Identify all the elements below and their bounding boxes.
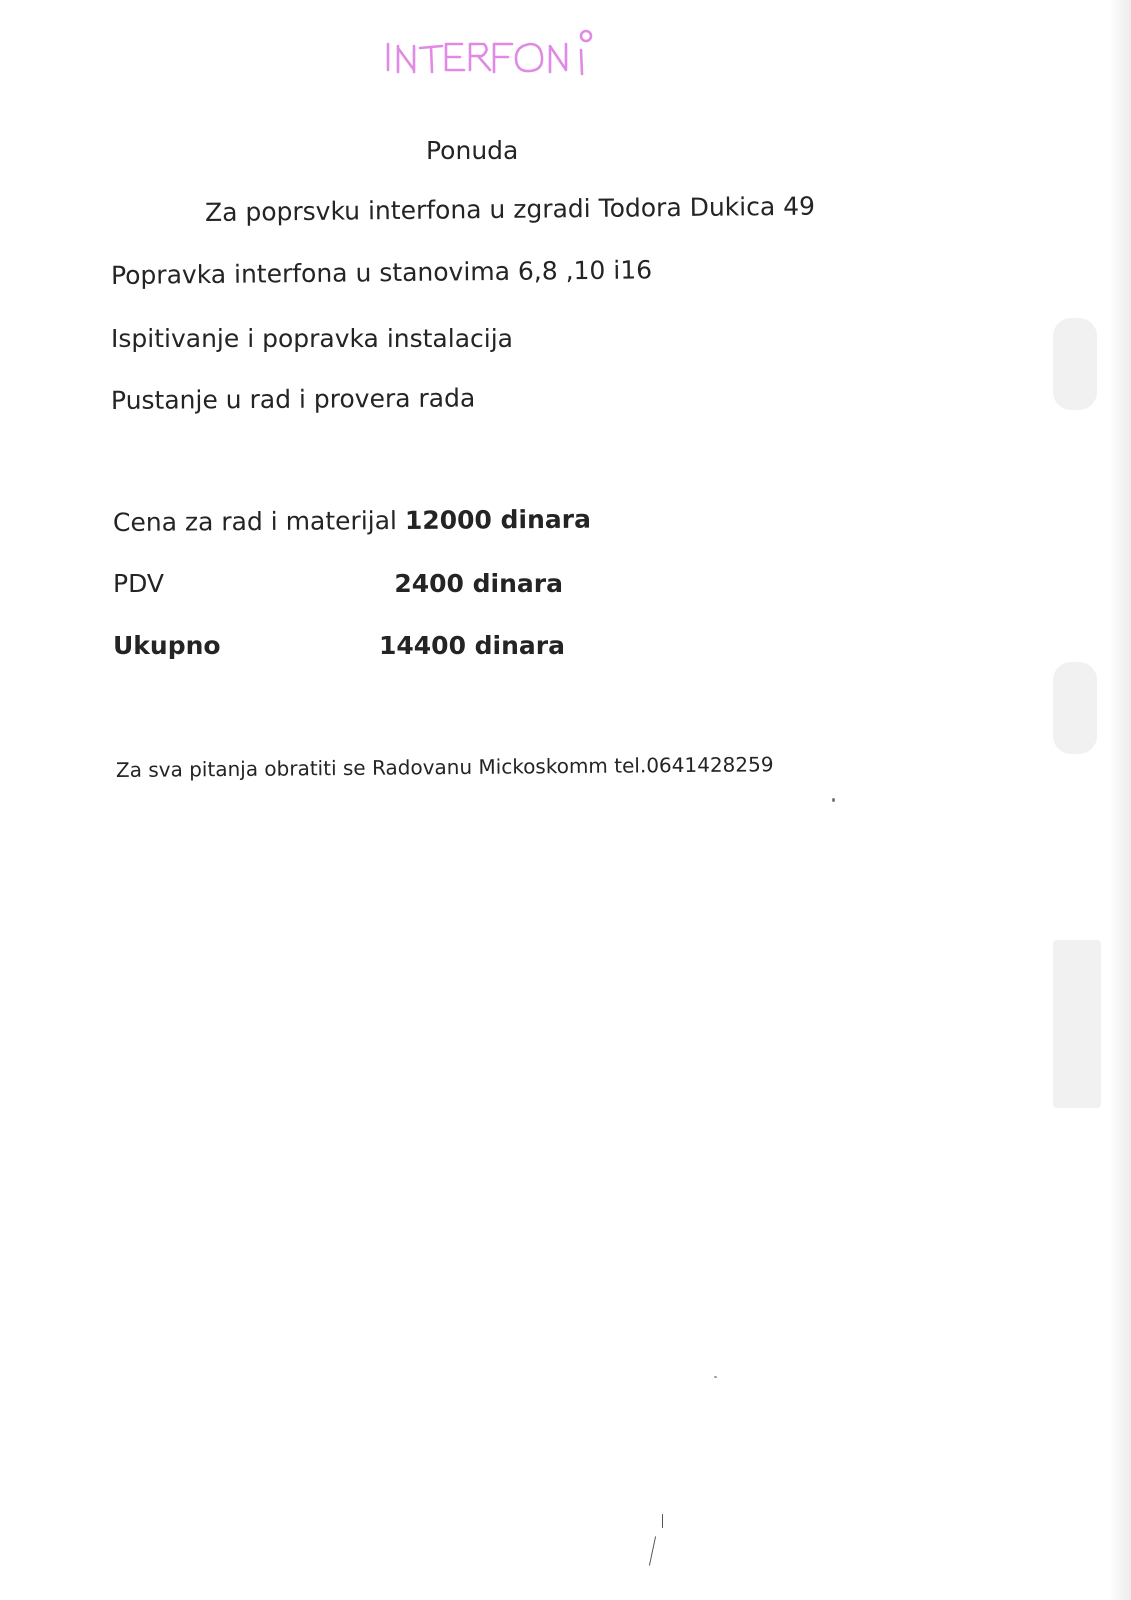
handwriting-drawing — [382, 26, 612, 82]
scan-speck — [832, 798, 835, 802]
work-item: Ispitivanje i popravka instalacija — [111, 324, 513, 353]
scan-ghost-mark — [1053, 318, 1097, 410]
work-label: Cena za rad i materijal — [112, 506, 398, 537]
scan-speck — [714, 1376, 717, 1378]
price-row-work-text — [113, 504, 591, 539]
total-value: 14400 dinara — [378, 631, 565, 660]
price-row-total — [113, 630, 583, 662]
work-item: Popravka interfona u stanovima 6,8 ,10 i16 — [110, 255, 653, 290]
handwritten-note-interfoni — [382, 26, 612, 82]
total-label: Ukupno — [113, 631, 221, 660]
vat-value: 2400 dinara — [394, 569, 563, 598]
scan-edge-shadow — [1109, 0, 1131, 1600]
work-item: Pustanje u rad i provera rada — [110, 383, 476, 415]
scan-speck — [649, 1536, 656, 1566]
price-row-work — [112, 504, 591, 539]
scan-ghost-mark — [1053, 662, 1097, 754]
offer-title: Ponuda — [426, 136, 519, 165]
price-row-vat — [113, 568, 583, 600]
scan-ghost-mark — [1053, 940, 1101, 1108]
work-value: 12000 dinara — [404, 504, 591, 535]
offer-subtitle: Za poprsvku interfona u zgradi Todora Dukica 49 — [204, 191, 816, 227]
scan-speck — [662, 1514, 663, 1528]
vat-label: PDV — [113, 569, 164, 598]
contact-line: Za sva pitanja obratiti se Radovanu Mickoskomm tel.0641428259 — [115, 752, 774, 782]
